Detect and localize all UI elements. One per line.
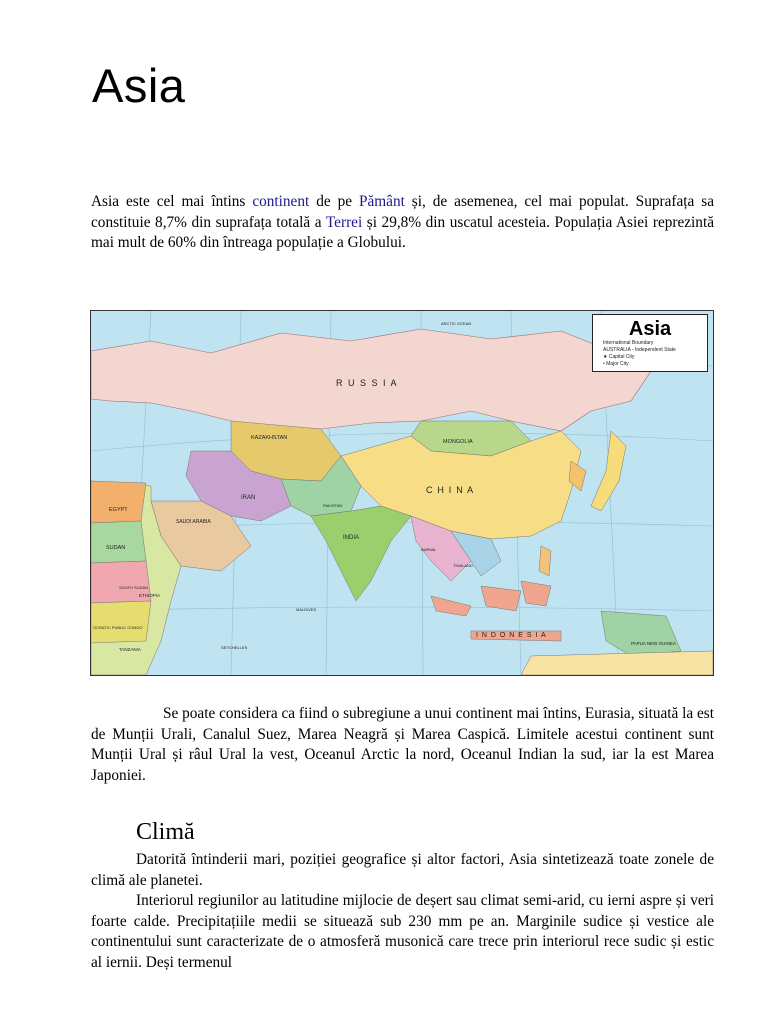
label-south-sudan: SOUTH SUDAN	[119, 585, 149, 590]
clima-paragraph-2: Interiorul regiunilor au latitudine mijlocie de deșert sau climat semi-arid, cu ierni aspre și veri foarte calde. Precipitațiile medii se situează sub 230 mm pe an. Marginile sudice și vestice ale continentului sunt caracterizate de o atmosferă musonică care trece prin interiorul rece sudic și estic al iernii. Deși termenul	[91, 892, 714, 971]
legend-item: AUSTRALIA - Independent State	[603, 347, 676, 353]
label-indonesia: I N D O N E S I A	[476, 632, 547, 639]
label-thailand: THAILAND	[453, 563, 473, 568]
intro-text-1: Asia este cel mai întins	[91, 193, 253, 210]
label-seychelles: SEYCHELLES	[221, 645, 248, 650]
link-terrei[interactable]: Terrei	[325, 213, 363, 231]
label-ethiopia: ETHIOPIA	[139, 593, 161, 598]
asia-political-map	[90, 310, 714, 676]
label-mongolia: MONGOLIA	[443, 439, 473, 445]
label-saudi: SAUDI ARABIA	[176, 519, 211, 525]
intro-text-2: de pe	[309, 193, 359, 210]
clima-paragraph-1: Datorită întinderii mari, poziției geografice și altor factori, Asia sintetizează toate zonele de climă ale planetei.	[91, 851, 714, 889]
label-tanzania: TANZANIA	[119, 647, 141, 652]
intro-text-4: și 29,8% din uscatul acesteia. Populația Asiei reprezintă mai mult de 60% din întreaga populație a Globului.	[91, 213, 714, 251]
link-pamant[interactable]: Pământ	[358, 193, 405, 210]
legend-item: • Major City	[603, 361, 629, 367]
legend-item: International Boundary	[603, 340, 654, 346]
label-pakistan: PAKISTAN	[323, 503, 343, 508]
label-dem-rep: OCRATIC PUBLIC CONGO	[93, 625, 143, 630]
legend-item: ★ Capital City	[603, 354, 635, 360]
label-russia: R U S S I A	[336, 378, 399, 388]
label-kazakhstan: KAZAKHSTAN	[251, 435, 288, 441]
label-maldives: MALDIVES	[296, 607, 317, 612]
page-title: Asia	[92, 59, 186, 112]
label-india: INDIA	[343, 535, 360, 541]
section-heading-clima: Climă	[136, 819, 195, 845]
label-papua: PAPUA NEW GUINEA	[631, 641, 676, 646]
intro-paragraph	[91, 192, 714, 254]
label-egypt: EGYPT	[109, 507, 128, 513]
label-arctic-ocean: ARCTIC OCEAN	[441, 321, 472, 326]
label-iran: IRAN	[241, 495, 256, 501]
intro-text-3: și, de asemenea, cel mai populat. Suprafața sa constituie 8,7% din suprafața totală a	[91, 193, 714, 231]
link-continent[interactable]: continent	[252, 193, 310, 210]
legend-title: Asia	[628, 318, 672, 340]
eurasia-paragraph: Se poate considera ca fiind o subregiune a unui continent mai întins, Eurasia, situată la est de Munții Urali, Canalul Suez, Marea Neagră și Marea Caspică. Limitele acestui continent sunt Munții Ural și râul Ural la vest, Oceanul Arctic la nord, Oceanul Indian la sud, iar la est Marea Japoniei.	[91, 705, 714, 784]
label-burma: BURMA	[421, 547, 436, 552]
label-sudan: SUDAN	[106, 545, 126, 551]
label-china: C H I N A	[426, 485, 475, 495]
map-legend	[592, 314, 708, 372]
